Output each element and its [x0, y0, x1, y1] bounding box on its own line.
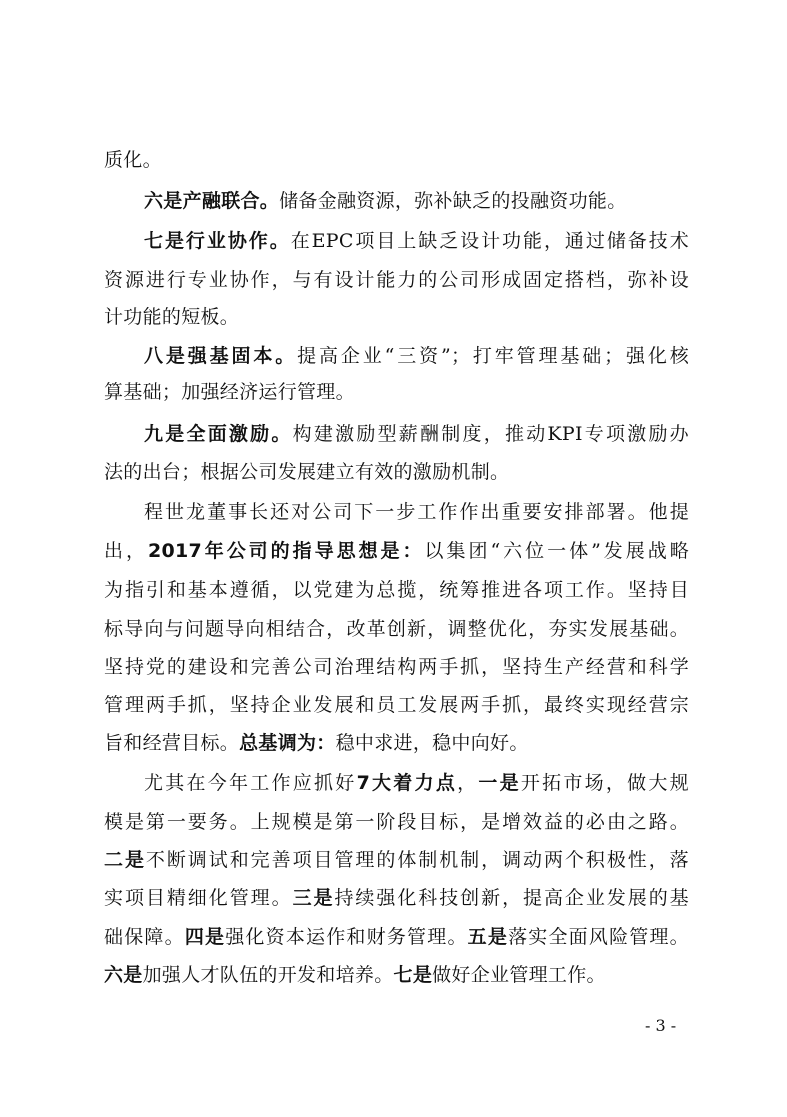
bold-text-segment: 八是强基固本。: [144, 345, 298, 367]
text-segment: ，: [457, 772, 479, 794]
bold-text-segment: 二是: [104, 849, 146, 871]
text-line: [104, 268, 689, 292]
text-segment: 计功能的短板。: [104, 306, 240, 328]
text-line: [104, 380, 689, 404]
text-line: [104, 305, 689, 329]
text-segment: 持续强化科技创新，提高企业发展的基: [334, 887, 689, 909]
text-segment: 做好企业管理工作。: [432, 964, 606, 986]
bold-text-segment: 四是: [184, 926, 226, 948]
text-segment: 坚持党的建设和完善公司治理结构两手抓，坚持生产经营和科学: [104, 656, 689, 678]
text-segment: 加强人才队伍的开发和培养。: [142, 964, 394, 986]
text-line: [104, 886, 689, 910]
text-segment: 储备金融资源，弥补缺乏的投融资功能。: [279, 190, 627, 212]
text-segment: 管理两手抓，坚持企业发展和员工发展两手抓，最终实现经营宗: [104, 694, 689, 716]
text-line: [104, 148, 689, 172]
bold-text-segment: 2017年公司的指导思想是：: [147, 540, 425, 562]
bold-text-segment: 五是: [467, 926, 509, 948]
text-line: [104, 655, 689, 679]
text-segment: 出，: [104, 540, 148, 562]
text-line: [104, 460, 689, 484]
text-segment: 算基础；加强经济运行管理。: [104, 381, 355, 403]
text-line: [144, 771, 689, 795]
text-segment: 落实全面风险管理。: [508, 926, 689, 948]
text-segment: 实项目精细化管理。: [104, 887, 293, 909]
text-line: [104, 617, 689, 641]
text-line: [104, 539, 689, 563]
bold-text-segment: 七是行业协作。: [144, 230, 291, 252]
text-segment: 尤其在今年工作应抓好: [144, 772, 357, 794]
text-segment: 模是第一要务。上规模是第一阶段目标，是增效益的必由之路。: [104, 811, 689, 833]
text-segment: 质化。: [104, 149, 162, 171]
text-line: [104, 848, 689, 872]
bold-text-segment: 六是: [104, 964, 143, 986]
text-line: [104, 963, 689, 987]
page-number: - 3 -: [645, 1016, 677, 1035]
text-line: [144, 422, 689, 446]
bold-text-segment: 六是产融联合。: [144, 190, 280, 212]
text-line: [144, 344, 689, 368]
text-segment: 础保障。: [104, 926, 185, 948]
text-line: [104, 578, 689, 602]
bold-text-segment: 九是全面激励。: [144, 423, 293, 445]
text-segment: 以集团“六位一体”发展战略: [424, 540, 690, 562]
text-segment: 稳中求进，稳中向好。: [335, 732, 529, 754]
text-segment: 不断调试和完善项目管理的体制机制，调动两个积极性，落: [145, 849, 689, 871]
text-segment: 为指引和基本遵循，以党建为总揽，统筹推进各项工作。坚持目: [104, 579, 689, 601]
text-segment: 旨和经营目标。: [104, 732, 240, 754]
bold-text-segment: 三是: [292, 887, 335, 909]
bold-text-segment: 七是: [393, 964, 433, 986]
text-segment: 法的出台；根据公司发展建立有效的激励机制。: [104, 461, 510, 483]
text-segment: 程世龙董事长还对公司下一步工作作出重要安排部署。他提: [144, 501, 689, 523]
text-segment: 资源进行专业协作，与有设计能力的公司形成固定搭档，弥补设: [104, 269, 689, 291]
text-line: [104, 731, 689, 755]
text-line: [144, 500, 689, 524]
text-segment: 构建激励型薪酬制度，推动KPI专项激励办: [292, 423, 689, 445]
text-segment: 开拓市场，做大规: [520, 772, 689, 794]
text-line: [104, 810, 689, 834]
text-line: [144, 229, 689, 253]
text-line: [104, 925, 689, 949]
text-line: [104, 693, 689, 717]
text-segment: 强化资本运作和财务管理。: [225, 926, 468, 948]
text-line: [144, 189, 689, 213]
bold-text-segment: 7大着力点: [356, 772, 458, 794]
text-segment: 在EPC项目上缺乏设计功能，通过储备技术: [290, 230, 689, 252]
bold-text-segment: 一是: [478, 772, 521, 794]
text-segment: 提高企业“三资”；打牢管理基础；强化核: [297, 345, 689, 367]
text-segment: 标导向与问题导向相结合，改革创新，调整优化，夯实发展基础。: [104, 618, 689, 640]
bold-text-segment: 总基调为：: [239, 732, 336, 754]
